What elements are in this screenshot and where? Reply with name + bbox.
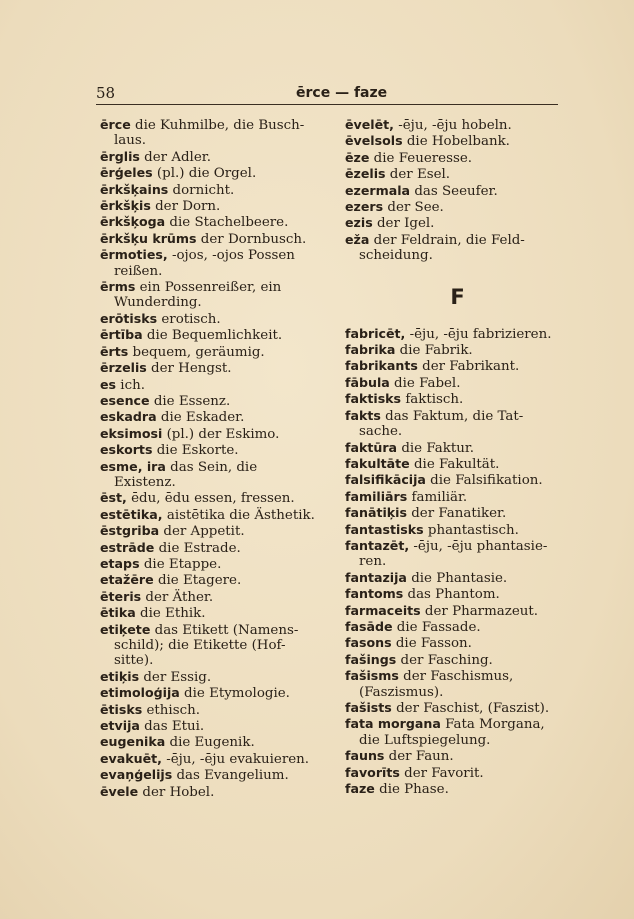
entry-definition: ethisch.: [142, 702, 200, 718]
entry-headword: etaps: [100, 555, 140, 571]
entry-definition: die Eskorte.: [152, 443, 239, 459]
entry-definition: phantastisch.: [423, 522, 519, 538]
entry-headword: ēstgriba: [100, 523, 160, 539]
entry-definition: der Äther.: [141, 589, 214, 605]
entry-headword: favorīts: [345, 764, 400, 780]
entry-headword: ēvelēt,: [345, 117, 394, 132]
dictionary-entry: [345, 781, 570, 797]
dictionary-entry: [100, 426, 335, 442]
entry-headword: fata morgana: [345, 716, 441, 732]
entry-definition: sitte).: [114, 653, 154, 669]
dictionary-entry: [345, 538, 570, 570]
dictionary-entry: [345, 456, 570, 472]
entry-definition: die Phase.: [374, 782, 449, 798]
dictionary-entry: [100, 622, 335, 669]
entry-headword: esence: [100, 392, 150, 408]
entry-headword: ērglis: [100, 148, 140, 164]
entry-definition: der Essig.: [139, 669, 212, 685]
entry-headword: fašists: [345, 700, 392, 715]
page-header: [96, 84, 558, 105]
dictionary-entry: [345, 440, 570, 456]
entry-definition: der Igel.: [372, 216, 435, 232]
entry-definition: der See.: [383, 200, 444, 216]
entry-definition: die Stachelbeere.: [165, 215, 289, 231]
right-column-f-entries: [345, 326, 570, 798]
entry-definition: schild); die Etikette (Hof-: [114, 638, 286, 653]
entry-definition: der Fasching.: [396, 652, 493, 668]
entry-definition: das Evangelium.: [172, 768, 289, 784]
entry-headword: fasons: [345, 635, 392, 651]
entry-definition: die Eskader.: [156, 410, 245, 426]
dictionary-entry: [100, 784, 335, 800]
entry-definition: dornicht.: [168, 182, 235, 198]
entry-headword: ērkšķains: [100, 181, 169, 197]
entry-definition: der Hobel.: [138, 784, 215, 800]
dictionary-entry: [345, 522, 570, 538]
dictionary-entry: [345, 391, 570, 407]
entry-headword: estētika,: [100, 506, 163, 522]
entry-headword: ērmoties,: [100, 247, 168, 263]
entry-definition: ein Possenreißer, ein: [135, 280, 282, 296]
dictionary-entry: [100, 459, 335, 491]
dictionary-entry: [345, 700, 570, 716]
right-column-top-entries: [345, 117, 570, 264]
entry-headword: eksimosi: [100, 425, 163, 441]
entry-headword: fasāde: [345, 618, 393, 634]
entry-headword: faktūra: [345, 439, 398, 455]
entry-definition: der Fanatiker.: [406, 506, 507, 522]
entry-definition: der Appetit.: [159, 524, 245, 540]
entry-definition: der Faschismus,: [398, 669, 514, 685]
entry-headword: ērkšķis: [100, 198, 151, 214]
dictionary-entry: [345, 716, 570, 748]
entry-headword: fantazēt,: [345, 537, 410, 553]
dictionary-entry: [345, 489, 570, 505]
entry-definition: bequem, geräumig.: [128, 344, 265, 360]
entry-definition: der Dorn.: [150, 199, 221, 215]
entry-headword: fanātiķis: [345, 505, 407, 521]
entry-headword: etažēre: [100, 572, 154, 588]
entry-definition: familiär.: [407, 489, 468, 505]
entry-definition: laus.: [114, 133, 147, 149]
dictionary-entry: [345, 232, 570, 264]
entry-definition: die Estrade.: [154, 540, 241, 556]
entry-definition: die Luftspiegelung.: [359, 732, 491, 748]
entry-definition: -ēju, -ēju evakuieren.: [161, 751, 310, 767]
entry-definition: die Etagere.: [153, 573, 242, 589]
entry-headword: ērce: [100, 117, 131, 132]
entry-headword: erōtisks: [100, 310, 158, 326]
dictionary-entry: [345, 570, 570, 586]
dictionary-entry: [345, 342, 570, 358]
entry-definition: das Faktum, die Tat-: [380, 408, 524, 424]
right-column: [345, 117, 570, 797]
dictionary-entry: [100, 442, 335, 458]
entry-headword: fabrika: [345, 342, 396, 358]
entry-definition: die Phantasie.: [406, 570, 508, 586]
entry-headword: esme, ira: [100, 458, 166, 474]
entry-headword: falsifikācija: [345, 472, 426, 488]
entry-headword: eugenika: [100, 734, 166, 750]
entry-headword: ēvelsols: [345, 133, 403, 149]
entry-definition: das Etikett (Namens-: [150, 622, 299, 638]
entry-headword: ēze: [345, 149, 370, 165]
dictionary-entry: [100, 734, 335, 750]
entry-definition: die Fabel.: [389, 375, 461, 391]
entry-headword: fauns: [345, 748, 385, 764]
entry-definition: die Essenz.: [149, 393, 231, 409]
entry-headword: ezis: [345, 215, 373, 231]
entry-headword: ezermala: [345, 182, 411, 198]
dictionary-entry: [345, 326, 570, 342]
entry-definition: die Etymologie.: [179, 686, 290, 702]
entry-definition: die Bequemlichkeit.: [142, 328, 283, 344]
entry-headword: fakts: [345, 407, 381, 423]
entry-headword: eskadra: [100, 409, 157, 425]
dictionary-entry: [345, 358, 570, 374]
entry-headword: ētisks: [100, 701, 143, 717]
entry-headword: evakuēt,: [100, 750, 162, 766]
entry-headword: ērms: [100, 279, 136, 295]
running-head: ērce — faze: [296, 85, 388, 101]
dictionary-entry: [345, 472, 570, 488]
dictionary-entry: [100, 149, 335, 165]
entry-headword: ērģeles: [100, 165, 153, 181]
entry-definition: das Sein, die: [165, 459, 258, 475]
entry-definition: der Fabrikant.: [417, 359, 520, 375]
dictionary-entry: [100, 718, 335, 734]
entry-headword: ēteris: [100, 588, 142, 604]
entry-definition: der Favorit.: [399, 765, 484, 781]
entry-definition: die Faktur.: [397, 440, 475, 456]
entry-definition: ren.: [359, 554, 387, 570]
entry-headword: ērkšķoga: [100, 214, 166, 230]
entry-definition: -ojos, -ojos Possen: [167, 248, 295, 264]
entry-headword: etvija: [100, 718, 140, 734]
entry-definition: Wunderding.: [114, 295, 202, 311]
dictionary-entry: [100, 589, 335, 605]
entry-headword: ezers: [345, 199, 384, 215]
entry-headword: eža: [345, 231, 370, 247]
entry-definition: der Hengst.: [146, 361, 232, 377]
entry-definition: Existenz.: [114, 474, 176, 490]
dictionary-entry: [100, 377, 335, 393]
entry-headword: etiķis: [100, 668, 140, 684]
entry-definition: der Faschist, (Faszist).: [391, 701, 550, 716]
entry-definition: aistētika die Ästhetik.: [162, 507, 315, 523]
dictionary-entry: [345, 652, 570, 668]
entry-headword: faze: [345, 781, 375, 797]
dictionary-entry: [100, 117, 335, 149]
dictionary-entry: [100, 327, 335, 343]
entry-definition: die Falsifikation.: [425, 473, 543, 489]
left-column: [100, 117, 335, 800]
dictionary-entry: [100, 507, 335, 523]
dictionary-entry: [100, 685, 335, 701]
dictionary-entry: [100, 231, 335, 247]
entry-definition: der Adler.: [139, 149, 211, 165]
entry-headword: fantastisks: [345, 521, 424, 537]
dictionary-entry: [345, 183, 570, 199]
entry-headword: faktisks: [345, 391, 402, 407]
entry-headword: ēvele: [100, 783, 139, 799]
dictionary-entry: [345, 117, 570, 133]
entry-definition: -ēju, -ēju fabrizieren.: [405, 326, 552, 342]
dictionary-entry: [345, 765, 570, 781]
entry-headword: ēzelis: [345, 166, 386, 182]
dictionary-entry: [100, 540, 335, 556]
entry-definition: die Fassade.: [392, 619, 481, 635]
entry-definition: die Fabrik.: [395, 343, 473, 359]
entry-definition: ēdu, ēdu essen, fressen.: [126, 491, 295, 507]
dictionary-entry: [345, 133, 570, 149]
dictionary-entry: [100, 490, 335, 506]
dictionary-entry: [345, 150, 570, 166]
dictionary-entry: [345, 635, 570, 651]
entry-definition: die Fasson.: [391, 636, 472, 652]
entry-definition: erotisch.: [157, 311, 221, 327]
entry-definition: scheidung.: [359, 248, 433, 264]
dictionary-entry: [345, 505, 570, 521]
entry-definition: die Kuhmilbe, die Busch-: [130, 118, 305, 133]
dictionary-entry: [100, 198, 335, 214]
entry-definition: Fata Morgana,: [440, 717, 545, 733]
dictionary-entry: [100, 523, 335, 539]
entry-definition: die Hobelbank.: [402, 134, 510, 150]
dictionary-entry: [345, 375, 570, 391]
dictionary-entry: [100, 702, 335, 718]
dictionary-entry: [345, 199, 570, 215]
entry-definition: die Fakultät.: [409, 456, 500, 472]
section-letter-heading: F: [450, 284, 465, 309]
entry-definition: das Seeufer.: [410, 183, 498, 199]
dictionary-entry: [100, 605, 335, 621]
dictionary-entry: [100, 344, 335, 360]
entry-headword: ētika: [100, 605, 136, 621]
dictionary-entry: [345, 748, 570, 764]
entry-definition: die Feueresse.: [369, 150, 472, 166]
entry-headword: fantoms: [345, 586, 404, 602]
dictionary-entry: [345, 603, 570, 619]
entry-headword: eskorts: [100, 442, 153, 458]
entry-definition: die Etappe.: [139, 556, 222, 572]
entry-definition: faktisch.: [401, 392, 464, 408]
entry-headword: etiķete: [100, 621, 151, 637]
dictionary-entry: [100, 409, 335, 425]
entry-definition: das Phantom.: [403, 587, 500, 603]
entry-headword: fašisms: [345, 668, 399, 684]
page-number: 58: [96, 84, 116, 102]
dictionary-entry: [100, 279, 335, 311]
entry-definition: die Ethik.: [135, 606, 206, 622]
entry-headword: estrāde: [100, 539, 155, 555]
entry-headword: familiārs: [345, 488, 408, 504]
entry-definition: der Faun.: [384, 749, 454, 765]
entry-headword: farmaceits: [345, 602, 421, 618]
entry-definition: (pl.) der Eskimo.: [162, 426, 280, 442]
dictionary-entry: [345, 215, 570, 231]
entry-headword: fābula: [345, 374, 390, 390]
dictionary-entry: [345, 668, 570, 700]
entry-headword: ērkšķu krūms: [100, 230, 197, 246]
entry-headword: evaņģelijs: [100, 767, 173, 783]
dictionary-entry: [100, 767, 335, 783]
entry-definition: -ēju, -ēju hobeln.: [393, 118, 512, 133]
entry-definition: der Pharmazeut.: [420, 603, 539, 619]
dictionary-entry: [345, 586, 570, 602]
entry-headword: fabrikants: [345, 358, 418, 374]
dictionary-entry: [100, 393, 335, 409]
dictionary-entry: [100, 165, 335, 181]
entry-headword: es: [100, 376, 117, 392]
entry-definition: das Etui.: [139, 719, 205, 735]
entry-headword: ērts: [100, 343, 129, 359]
dictionary-entry: [100, 360, 335, 376]
entry-definition: sache.: [359, 424, 403, 440]
entry-definition: die Eugenik.: [165, 735, 255, 751]
entry-headword: ēst,: [100, 490, 127, 506]
entry-headword: ērtība: [100, 327, 143, 343]
dictionary-entry: [345, 408, 570, 440]
entry-definition: reißen.: [114, 263, 163, 279]
dictionary-entry: [100, 311, 335, 327]
dictionary-entry: [345, 619, 570, 635]
entry-headword: fakultāte: [345, 455, 410, 471]
entry-headword: ērzelis: [100, 360, 147, 376]
dictionary-entry: [100, 572, 335, 588]
entry-definition: -ēju, -ēju phantasie-: [409, 538, 548, 554]
dictionary-entry: [100, 751, 335, 767]
entry-definition: der Feldrain, die Feld-: [369, 232, 525, 248]
dictionary-entry: [345, 166, 570, 182]
dictionary-entry: [100, 247, 335, 279]
entry-headword: fabricēt,: [345, 325, 406, 341]
entry-definition: (pl.) die Orgel.: [152, 166, 257, 182]
entry-headword: etimoloģija: [100, 685, 180, 701]
entry-headword: fašings: [345, 651, 397, 667]
entry-definition: der Dornbusch.: [196, 231, 307, 247]
dictionary-entry: [100, 669, 335, 685]
entry-definition: der Esel.: [385, 167, 451, 183]
dictionary-entry: [100, 556, 335, 572]
dictionary-entry: [100, 182, 335, 198]
entry-definition: ich.: [116, 377, 145, 393]
entry-headword: fantazija: [345, 569, 407, 585]
dictionary-entry: [100, 214, 335, 230]
entry-definition: (Faszismus).: [359, 684, 444, 700]
